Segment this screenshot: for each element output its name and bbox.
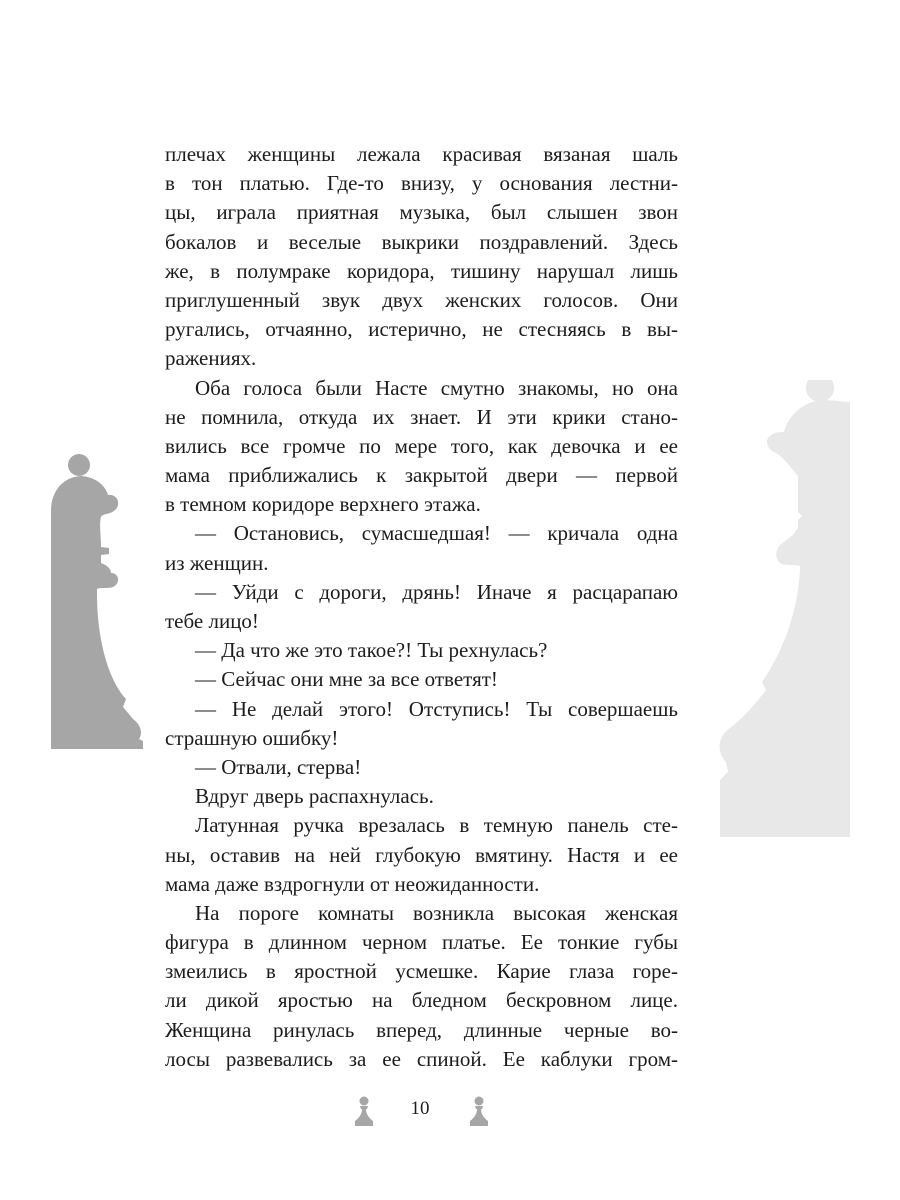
- text-line: фигура в длинном черном платье. Ее тонкие губы: [165, 930, 678, 955]
- text-line: бокалов и веселые выкрики поздравлений. Здесь: [165, 229, 678, 254]
- text-line: из женщин.: [165, 550, 269, 575]
- text-line: в тон платью. Где-то внизу, у основания лестни-: [165, 171, 678, 196]
- text-line: не помнила, откуда их знает. И эти крики стано-: [165, 404, 678, 429]
- text-line: — Отвали, стерва!: [195, 754, 362, 779]
- text-line: плечах женщины лежала красивая вязаная шаль: [165, 142, 678, 166]
- text-line: тебе лицо!: [165, 609, 259, 633]
- text-line: Женщина ринулась вперед, длинные черные во-: [165, 1017, 678, 1042]
- page-footer: [340, 1090, 500, 1130]
- chess-queen-left-icon: [51, 451, 143, 749]
- text-line: — Сейчас они мне за все ответят!: [195, 667, 498, 692]
- page-number: 10: [410, 1098, 430, 1119]
- text-line: — Остановись, сумасшедшая! — кричала одна: [195, 521, 678, 546]
- text-line: мама даже вздрогнули от неожиданности.: [165, 871, 540, 896]
- text-line: — Да что же это такое?! Ты рехнулась?: [195, 638, 548, 663]
- text-line: Оба голоса были Насте смутно знакомы, но она: [195, 375, 678, 400]
- text-line: Вдруг дверь распахнулась.: [195, 784, 434, 809]
- text-line: в темном коридоре верхнего этажа.: [165, 492, 481, 517]
- text-line: цы, играла приятная музыка, был слышен звон: [165, 200, 678, 225]
- chess-queen-right-icon: [718, 380, 850, 837]
- text-line: ли дикой яростью на бледном бескровном лице.: [165, 988, 678, 1013]
- text-line: страшную ошибку!: [165, 725, 339, 750]
- text-line: Латунная ручка врезалась в темную панель сте-: [195, 813, 678, 838]
- text-line: — Уйди с дороги, дрянь! Иначе я расцарапаю: [195, 579, 678, 604]
- text-line: ны, оставив на ней глубокую вмятину. Настя и ее: [165, 842, 678, 867]
- chess-pawn-icon: [468, 1096, 490, 1126]
- text-line: змеились в яростной усмешке. Карие глаза горе-: [165, 959, 678, 984]
- text-line: ругались, отчаянно, истерично, не стесняясь в вы-: [165, 317, 678, 342]
- body-text: [165, 140, 678, 1074]
- text-line: — Не делай этого! Отступись! Ты совершаешь: [195, 696, 678, 721]
- text-line: же, в полумраке коридора, тишину нарушал лишь: [165, 258, 678, 283]
- text-line: На пороге комнаты возникла высокая женская: [195, 900, 678, 925]
- text-line: приглушенный звук двух женских голосов. Они: [165, 287, 678, 312]
- text-line: ражениях.: [165, 346, 257, 371]
- text-line: вились все громче по мере того, как девочка и ее: [165, 433, 678, 458]
- text-line: лосы развевались за ее спиной. Ее каблуки гром-: [165, 1046, 678, 1071]
- text-line: мама приближались к закрытой двери — первой: [165, 463, 678, 488]
